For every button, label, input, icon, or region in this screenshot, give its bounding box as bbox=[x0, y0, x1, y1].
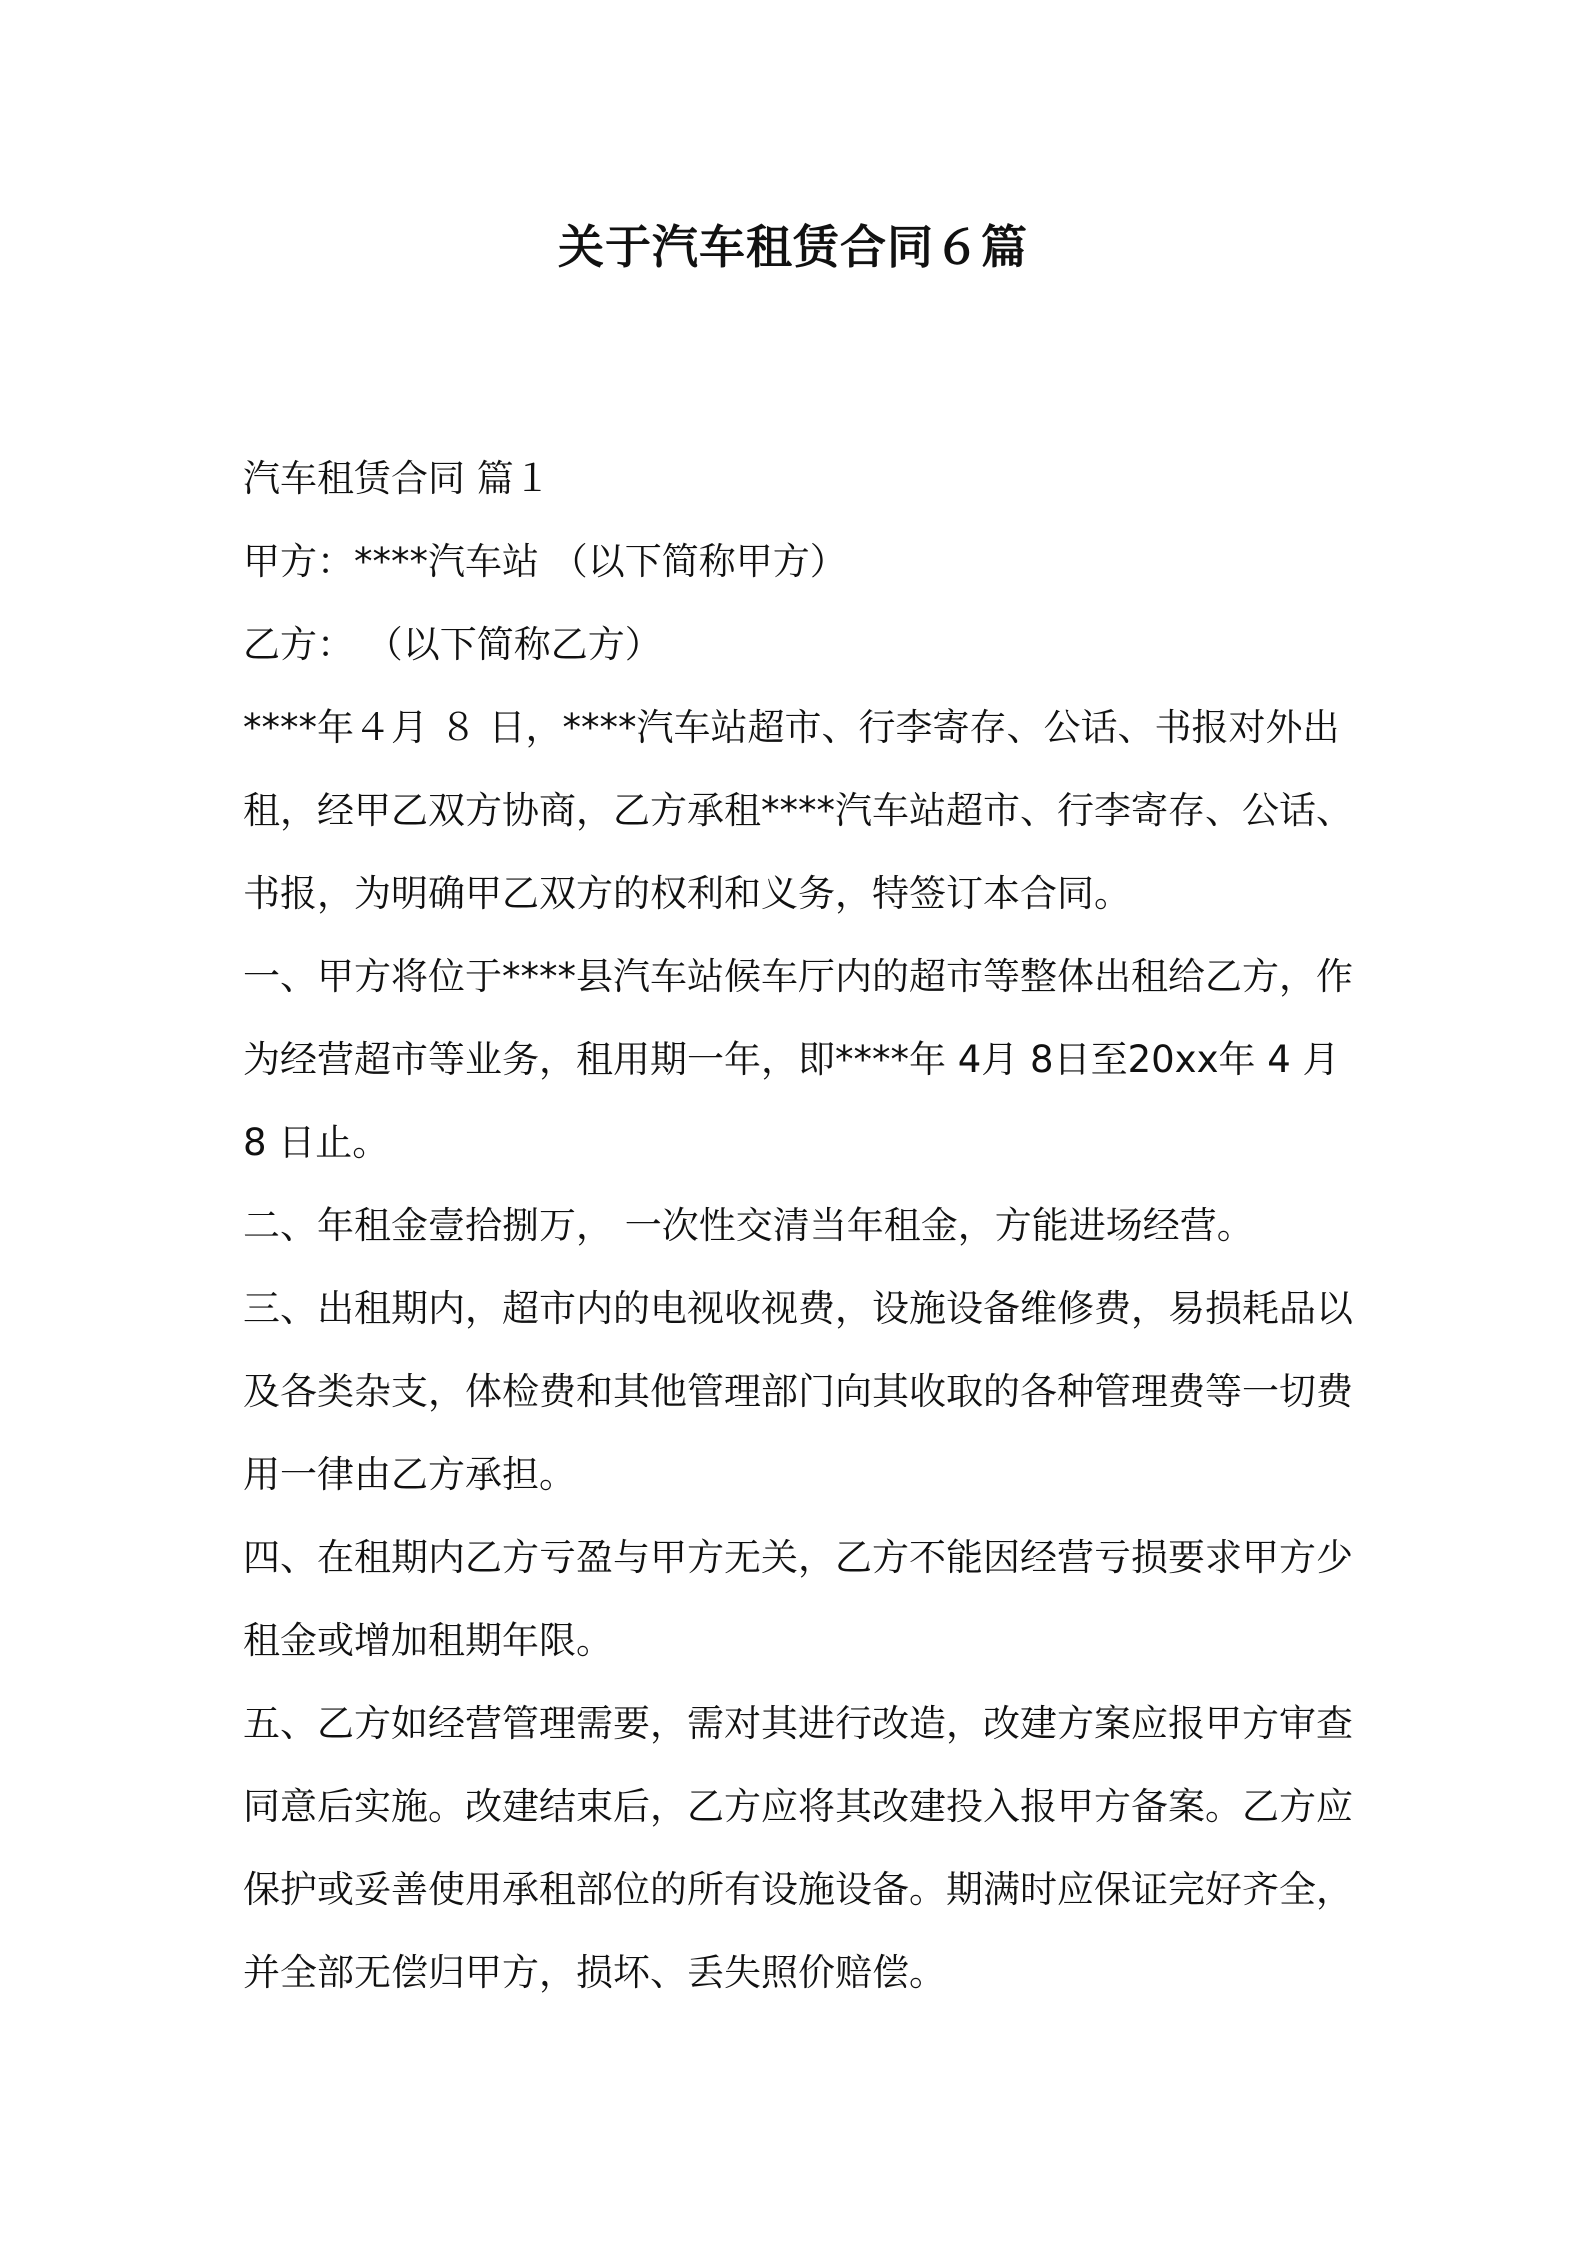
party-a-line: 甲方：****汽车站 （以下简称甲方） bbox=[243, 540, 847, 583]
clause-4-line: 租金或增加租期年限。 bbox=[243, 1619, 613, 1662]
clause-1-line: 一、甲方将位于****县汽车站候车厅内的超市等整体出租给乙方，作 bbox=[243, 955, 1353, 998]
party-b-line: 乙方： （以下简称乙方） bbox=[243, 623, 662, 666]
clause-3-line: 用一律由乙方承担。 bbox=[243, 1453, 576, 1496]
body-line: ****年４月 ８ 日，****汽车站超市、行李寄存、公话、书报对外出 bbox=[243, 706, 1340, 749]
clause-2-line: 二、年租金壹拾捌万， 一次性交清当年租金，方能进场经营。 bbox=[243, 1204, 1254, 1247]
body-line: 租，经甲乙双方协商，乙方承租****汽车站超市、行李寄存、公话、 bbox=[243, 789, 1353, 832]
section-heading: 汽车租赁合同 篇１ bbox=[243, 457, 551, 500]
clause-3-line: 三、出租期内，超市内的电视收视费，设施设备维修费，易损耗品以 bbox=[243, 1287, 1353, 1330]
clause-5-line: 并全部无偿归甲方，损坏、丢失照价赔偿。 bbox=[243, 1951, 946, 1994]
document-title: 关于汽车租赁合同６篇 bbox=[558, 220, 1028, 274]
clause-1-line: 为经营超市等业务，租用期一年，即****年 4月 8日至20xx年 4 月 bbox=[243, 1038, 1340, 1081]
clause-5-line: 五、乙方如经营管理需要，需对其进行改造，改建方案应报甲方审查 bbox=[243, 1702, 1353, 1745]
clause-1-line: 8 日止。 bbox=[243, 1121, 390, 1164]
body-line: 书报，为明确甲乙双方的权利和义务，特签订本合同。 bbox=[243, 872, 1131, 915]
clause-5-line: 保护或妥善使用承租部位的所有设施设备。期满时应保证完好齐全， bbox=[243, 1868, 1353, 1911]
clause-5-line: 同意后实施。改建结束后，乙方应将其改建投入报甲方备案。乙方应 bbox=[243, 1785, 1353, 1828]
clause-3-line: 及各类杂支，体检费和其他管理部门向其收取的各种管理费等一切费 bbox=[243, 1370, 1353, 1413]
clause-4-line: 四、在租期内乙方亏盈与甲方无关，乙方不能因经营亏损要求甲方少 bbox=[243, 1536, 1353, 1579]
